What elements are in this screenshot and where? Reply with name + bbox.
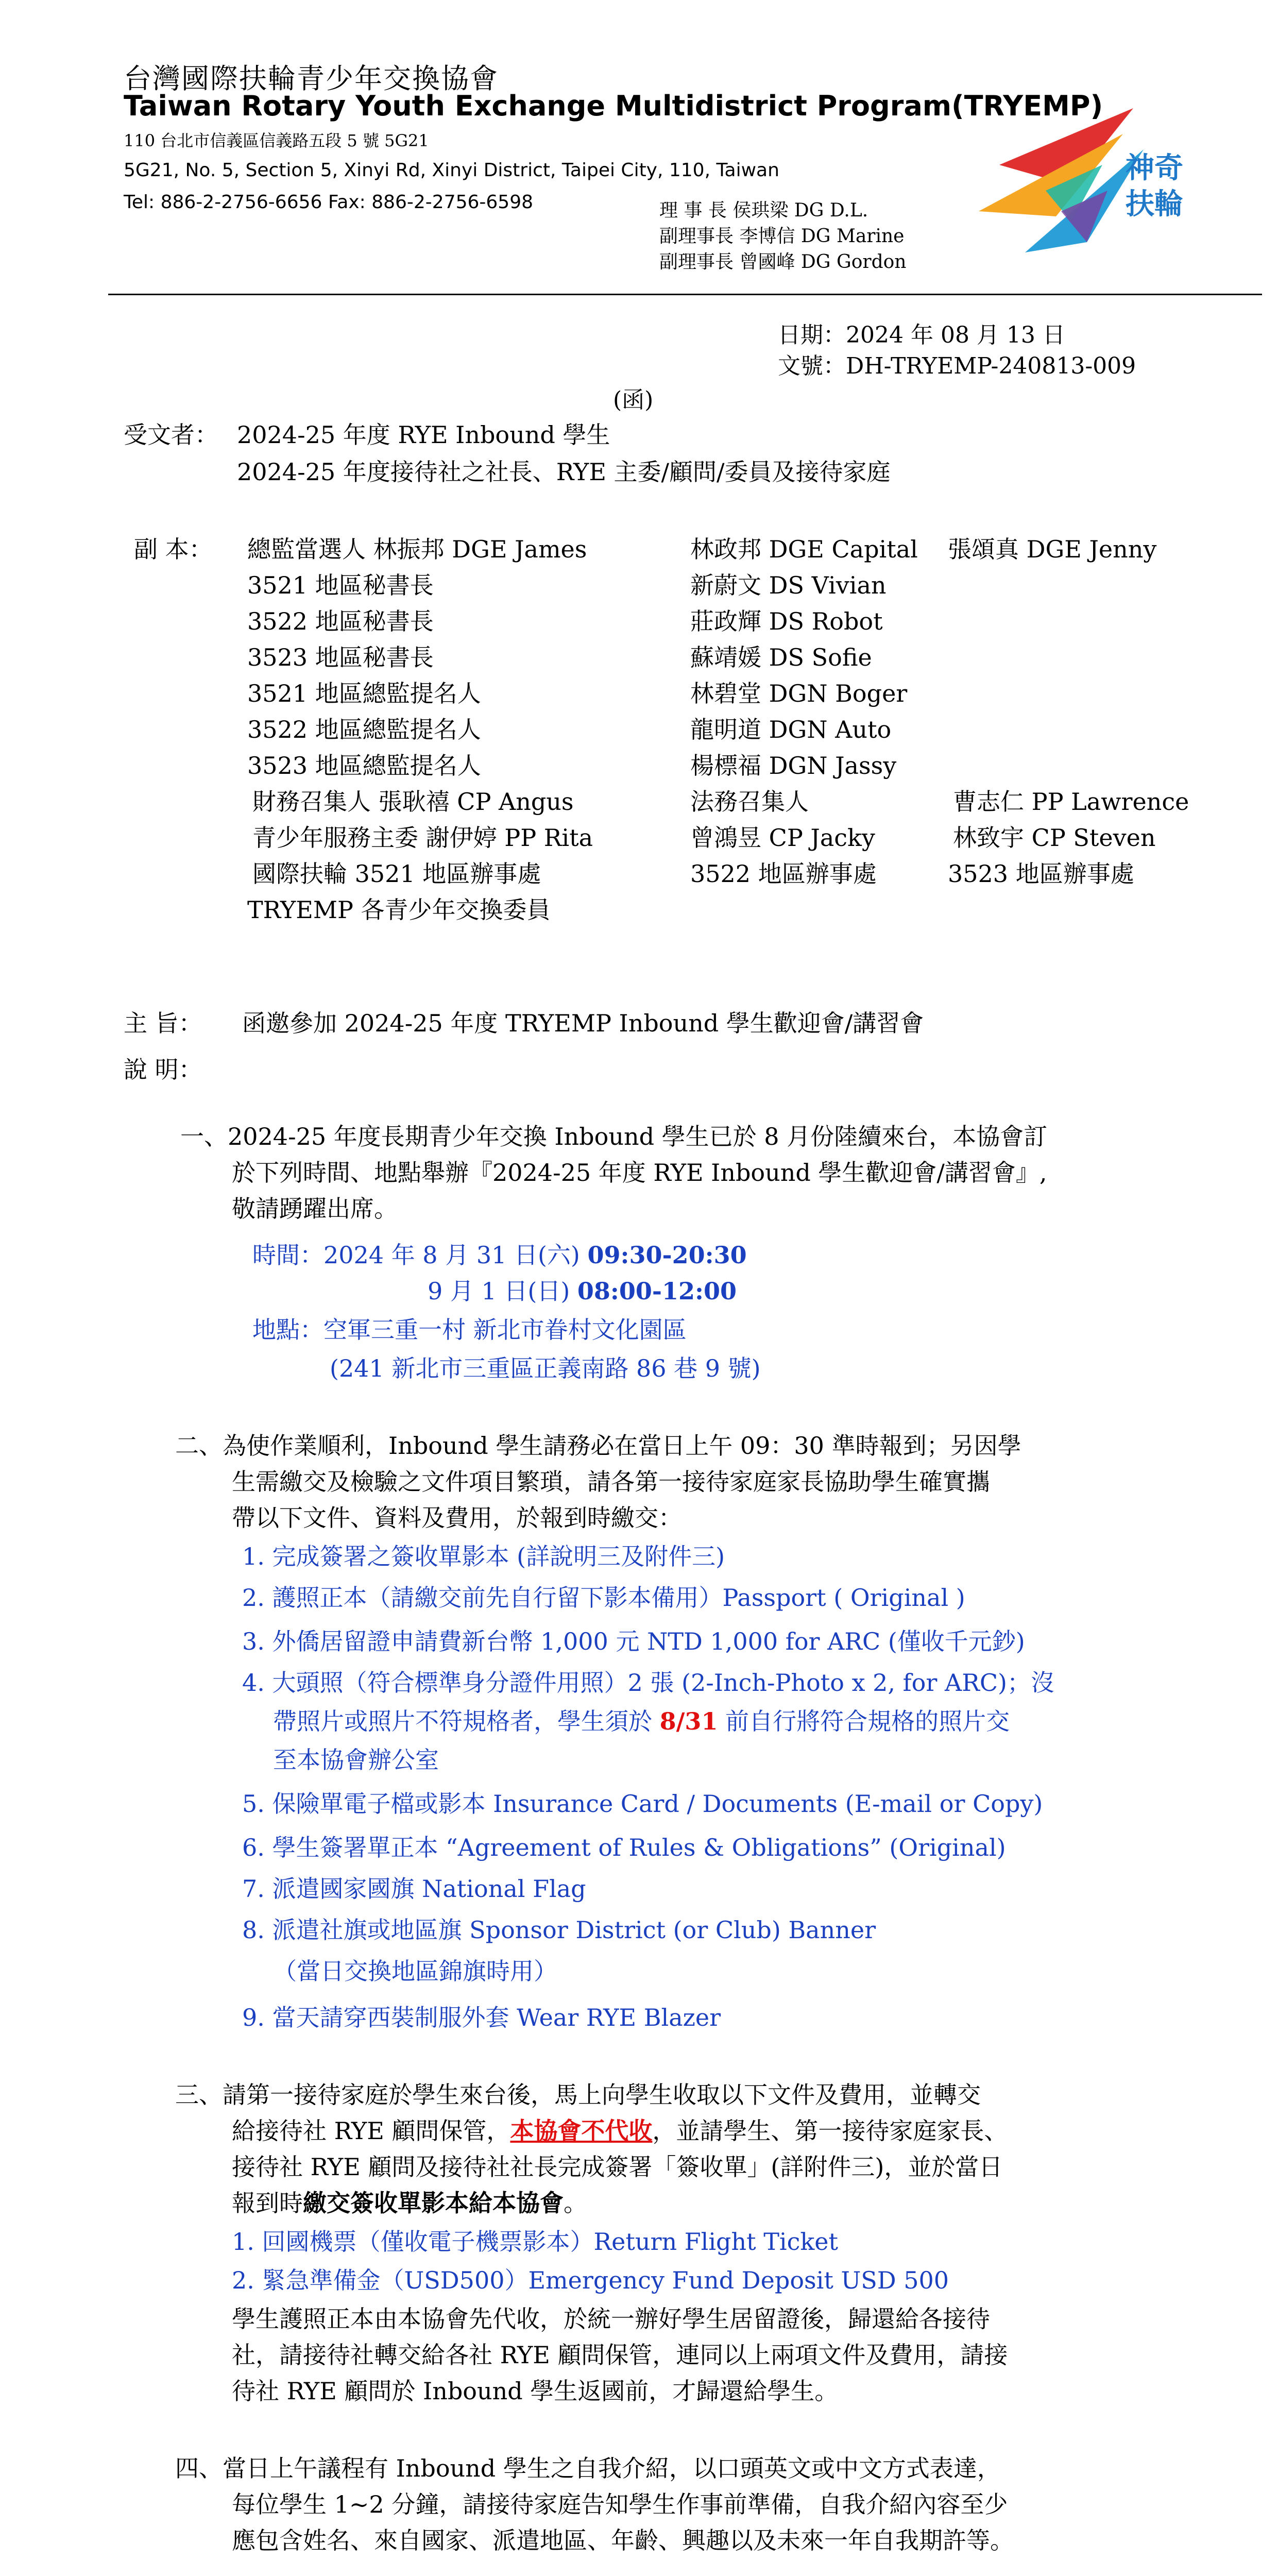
- s2-item-4-cont-b: 前自行將符合規格的照片交: [718, 1707, 1010, 1735]
- officer-vice-1: 副理事長 李博信 DG Marine: [659, 226, 905, 247]
- s2-item-2: 2. 護照正本（請繳交前先自行留下影本備用）Passport ( Original ): [242, 1584, 965, 1612]
- doc-date: 日期：2024 年 08 月 13 日: [778, 322, 1065, 348]
- s2-item-5: 5. 保險單電子檔或影本 Insurance Card / Documents (E-mail or Copy): [242, 1790, 1043, 1818]
- cc-row-4-b: 蘇靖媛 DS Sofie: [690, 643, 872, 671]
- s3-line-2: [232, 2112, 1008, 2146]
- org-name-en: Taiwan Rotary Youth Exchange Multidistrict Program(TRYEMP): [124, 90, 1103, 122]
- s2-item-7: 7. 派遣國家國旗 National Flag: [242, 1875, 586, 1903]
- s3-not-collect: 本協會不代收: [510, 2117, 653, 2145]
- s2-line-1: 二、為使作業順利，Inbound 學生請務必在當日上午 09：30 準時報到；另因學: [175, 1432, 1021, 1460]
- recipients-label: 受文者：: [124, 421, 218, 449]
- s2-item-9: 9. 當天請穿西裝制服外套 Wear RYE Blazer: [242, 2004, 721, 2031]
- s4-line-3: 應包含姓名、來自國家、派遣地區、年齡、興趣以及未來一年自我期許等。: [232, 2527, 1014, 2554]
- s4-line-2: 每位學生 1~2 分鐘，請接待家庭告知學生作事前準備，自我介紹內容至少: [232, 2490, 1008, 2518]
- s1-line-2: 於下列時間、地點舉辦『2024-25 年度 RYE Inbound 學生歡迎會/講習會』,: [232, 1159, 1047, 1187]
- letter-type: (函): [613, 387, 654, 413]
- subject-label: 主 旨：: [124, 1009, 202, 1037]
- recipients-line-1: 2024-25 年度 RYE Inbound 學生: [237, 421, 610, 449]
- cc-row-9-a: 青少年服務主委 謝伊婷 PP Rita: [252, 824, 593, 852]
- logo-text-1: 神奇: [1126, 151, 1183, 185]
- s2-item-1: 1. 完成簽署之簽收單影本 (詳說明三及附件三): [242, 1543, 725, 1570]
- address-cn: 110 台北市信義區信義路五段 5 號 5G21: [124, 131, 429, 150]
- s2-item-4: 4. 大頭照（符合標準身分證件用照）2 張 (2-Inch-Photo x 2, for ARC)；沒: [242, 1669, 1054, 1697]
- s2-item-4-cont: [273, 1703, 1010, 1737]
- s3-line-3: 接待社 RYE 顧問及接待社社長完成簽署「簽收單」(詳附件三)，並於當日: [232, 2153, 1003, 2181]
- tel-fax: Tel: 886-2-2756-6656 Fax: 886-2-2756-6598: [124, 192, 534, 213]
- s2-item-3: 3. 外僑居留證申請費新台幣 1,000 元 NTD 1,000 for ARC (僅收千元鈔): [242, 1628, 1025, 1655]
- s2-line-2: 生需繳交及檢驗之文件項目繁瑣，請各第一接待家庭家長協助學生確實攜: [232, 1468, 990, 1496]
- cc-row-5-a: 3521 地區總監提名人: [247, 680, 481, 707]
- cc-row-10-c: 3523 地區辦事處: [948, 860, 1134, 888]
- s2-item-6: 6. 學生簽署單正本 “Agreement of Rules & Obligations” (Original): [242, 1834, 1006, 1861]
- s1-time-2-value: 08:00-12:00: [577, 1277, 737, 1305]
- explain-label: 說 明：: [124, 1056, 202, 1083]
- org-name-cn: 台灣國際扶輪青少年交換協會: [124, 62, 499, 95]
- rotary-logo: [968, 88, 1185, 258]
- cc-row-7-a: 3523 地區總監提名人: [247, 752, 481, 779]
- cc-row-2-a: 3521 地區秘書長: [247, 571, 434, 599]
- officer-chairman: 理 事 長 侯珙梁 DG D.L.: [659, 200, 868, 221]
- s3-item-2: 2. 緊急準備金（USD500）Emergency Fund Deposit USD 500: [232, 2266, 949, 2294]
- cc-label: 副 本：: [134, 535, 213, 563]
- s4-line-1: 四、當日上午議程有 Inbound 學生之自我介紹，以口頭英文或中文方式表達，: [175, 2454, 1001, 2482]
- cc-row-4-a: 3523 地區秘書長: [247, 643, 434, 671]
- officer-vice-2: 副理事長 曾國峰 DG Gordon: [659, 251, 907, 273]
- s3-line-2-b: ，並請學生、第一接待家庭家長、: [652, 2117, 1008, 2145]
- cc-row-3-b: 莊政輝 DS Robot: [690, 607, 883, 635]
- s2-item-4-cont-a: 帶照片或照片不符規格者，學生須於: [273, 1707, 660, 1735]
- s1-place: 地點：空軍三重一村 新北市眷村文化園區: [252, 1316, 687, 1344]
- cc-row-11-a: TRYEMP 各青少年交換委員: [247, 896, 551, 924]
- cc-row-6-b: 龍明道 DGN Auto: [690, 716, 892, 743]
- s1-place-addr: (241 新北市三重區正義南路 86 巷 9 號): [330, 1354, 761, 1382]
- cc-row-1-c: 張頌真 DGE Jenny: [948, 535, 1157, 563]
- s1-time: [252, 1236, 747, 1270]
- s2-item-4-deadline: 8/31: [659, 1707, 718, 1735]
- cc-row-1-a: 總監當選人 林振邦 DGE James: [247, 535, 587, 563]
- s3-line-4: [232, 2184, 587, 2218]
- s3-tail-3: 待社 RYE 顧問於 Inbound 學生返國前，才歸還給學生。: [232, 2377, 839, 2405]
- s3-tail-2: 社，請接待社轉交給各社 RYE 顧問保管，連同以上兩項文件及費用，請接: [232, 2341, 1008, 2369]
- letterhead-divider: [108, 294, 1262, 295]
- s1-time-label: 時間：2024 年 8 月 31 日(六): [252, 1241, 588, 1269]
- cc-row-3-a: 3522 地區秘書長: [247, 607, 434, 635]
- s3-line-4-a: 報到時: [232, 2189, 303, 2217]
- logo-text-2: 扶輪: [1126, 188, 1183, 221]
- s1-time-2: [428, 1273, 737, 1307]
- recipients-line-2: 2024-25 年度接待社之社長、RYE 主委/顧問/委員及接待家庭: [237, 458, 891, 486]
- cc-row-8-a: 財務召集人 張耿禧 CP Angus: [252, 788, 574, 816]
- s3-line-2-a: 給接待社 RYE 顧問保管，: [232, 2117, 510, 2145]
- cc-row-8-c: 曹志仁 PP Lawrence: [953, 788, 1189, 816]
- s3-item-1: 1. 回國機票（僅收電子機票影本）Return Flight Ticket: [232, 2228, 838, 2256]
- s2-item-8: 8. 派遣社旗或地區旗 Sponsor District (or Club) Banner: [242, 1916, 876, 1944]
- cc-row-7-b: 楊標福 DGN Jassy: [690, 752, 897, 779]
- cc-row-10-b: 3522 地區辦事處: [690, 860, 877, 888]
- cc-row-5-b: 林碧堂 DGN Boger: [690, 680, 908, 707]
- s2-item-4-cont-c: 至本協會辦公室: [273, 1746, 439, 1774]
- doc-number: 文號：DH-TRYEMP-240813-009: [778, 353, 1136, 379]
- cc-row-9-c: 林致宇 CP Steven: [953, 824, 1156, 852]
- cc-row-2-b: 新蔚文 DS Vivian: [690, 571, 887, 599]
- cc-row-9-b: 曾鴻昱 CP Jacky: [690, 824, 875, 852]
- cc-row-1-b: 林政邦 DGE Capital: [690, 535, 918, 563]
- cc-row-10-a: 國際扶輪 3521 地區辦事處: [252, 860, 541, 888]
- s3-line-4-bold: 繳交簽收單影本給本協會: [303, 2189, 564, 2217]
- cc-row-8-b: 法務召集人: [690, 788, 809, 816]
- s1-time-1: 09:30-20:30: [587, 1241, 747, 1269]
- s3-line-4-b: 。: [564, 2189, 587, 2217]
- s1-time-2-label: 9 月 1 日(日): [428, 1277, 577, 1305]
- cc-row-6-a: 3522 地區總監提名人: [247, 716, 481, 743]
- s3-tail-1: 學生護照正本由本協會先代收，於統一辦好學生居留證後，歸還給各接待: [232, 2305, 990, 2333]
- s2-line-3: 帶以下文件、資料及費用，於報到時繳交：: [232, 1504, 682, 1532]
- s1-line-3: 敬請踴躍出席。: [232, 1195, 398, 1223]
- s1-line-1: 一、2024-25 年度長期青少年交換 Inbound 學生已於 8 月份陸續來台，本協會訂: [180, 1123, 1048, 1150]
- s3-line-1: 三、請第一接待家庭於學生來台後，馬上向學生收取以下文件及費用，並轉交: [175, 2081, 981, 2109]
- address-en: 5G21, No. 5, Section 5, Xinyi Rd, Xinyi District, Taipei City, 110, Taiwan: [124, 160, 779, 181]
- s2-item-8-cont: （當日交換地區錦旗時用）: [273, 1957, 557, 1985]
- subject-text: 函邀參加 2024-25 年度 TRYEMP Inbound 學生歡迎會/講習會: [242, 1009, 924, 1037]
